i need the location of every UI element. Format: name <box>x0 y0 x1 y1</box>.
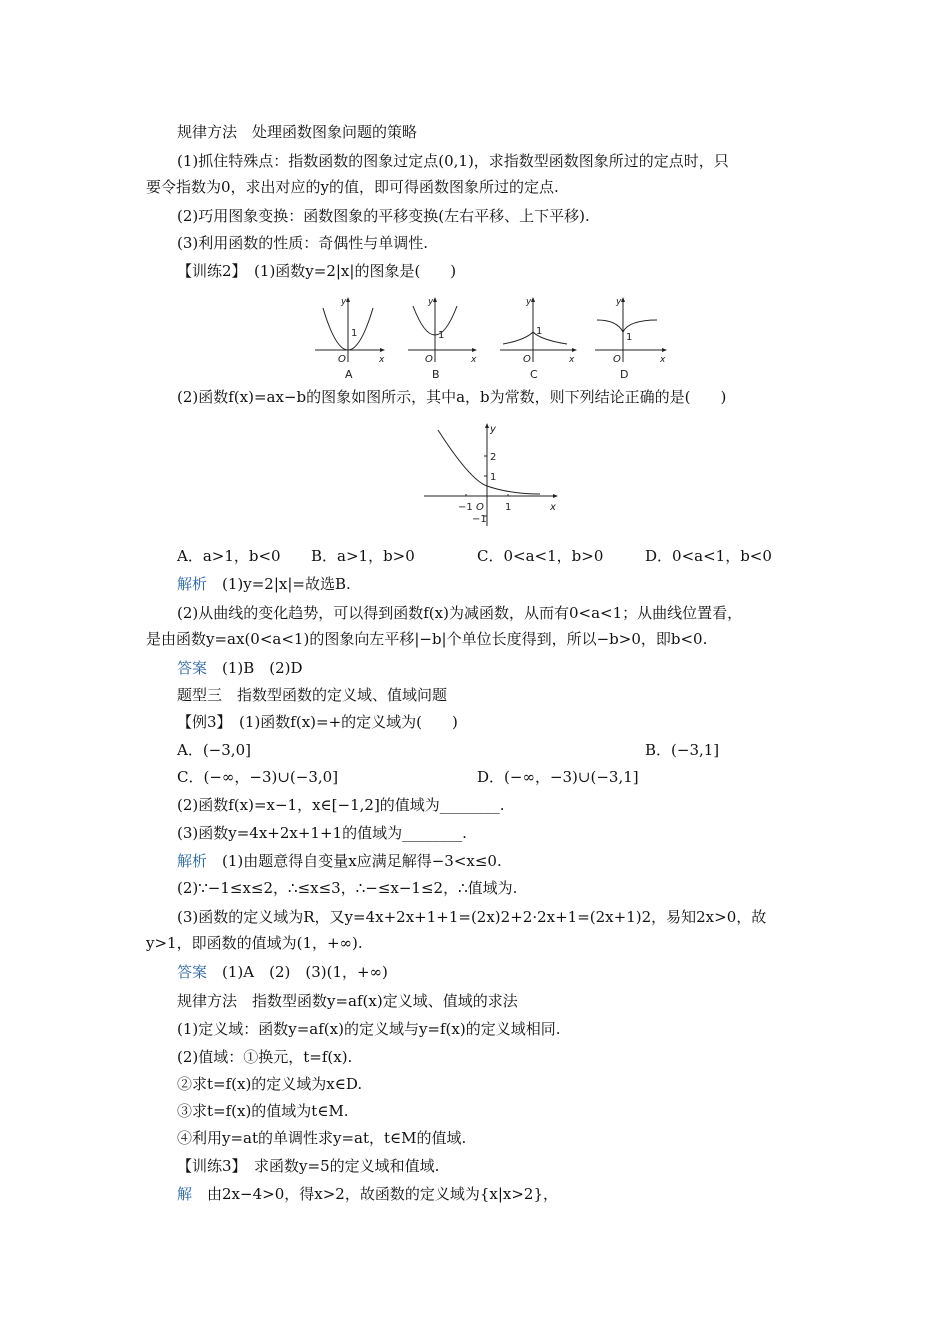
graph-c-origin: O <box>523 354 531 365</box>
graph-c-y-label: y <box>526 297 532 307</box>
graph-d-x-label: x <box>660 355 666 365</box>
graph-d-origin: O <box>613 354 621 365</box>
answer2-text: (1)B (2)D <box>207 659 303 677</box>
method-point-1a: (1)抓住特殊点：指数函数的图象过定点(0,1)，求指数型函数图象所过的定点时，只 <box>177 152 729 170</box>
graph-d-label: D <box>620 368 629 381</box>
graph-a-label: A <box>345 368 353 381</box>
training2-question-1: 【训练2】 (1)函数y=2|x|的图象是( ) <box>177 262 457 280</box>
example3-question-2: (2)函数f(x)=x−1，x∈[−1,2]的值域为________. <box>177 796 505 814</box>
training3-question: 【训练3】 求函数y=5的定义域和值域. <box>177 1157 440 1175</box>
method2-point-1: (1)定义域：函数y=af(x)的定义域与y=f(x)的定义域相同. <box>177 1020 561 1038</box>
solution3-line-4: y>1，即函数的值域为(1，+∞). <box>146 934 363 952</box>
solution2-line-1 <box>177 573 351 595</box>
example3-option-d: D．(−∞，−3)∪(−3,1] <box>477 768 639 786</box>
method2-title: 规律方法 指数型函数y=af(x)定义域、值域的求法 <box>177 992 518 1010</box>
training3-solution <box>177 1183 558 1205</box>
answer3-tag: 答案 <box>177 963 208 981</box>
method-point-2: (2)巧用图象变换：函数图象的平移变换(左右平移、上下平移). <box>177 207 590 225</box>
graph2-tick-y2: 2 <box>490 452 497 463</box>
graph-c-label: C <box>530 368 538 381</box>
example3-question-3: (3)函数y=4x+2x+1+1的值域为________. <box>177 824 467 842</box>
answer2-line <box>177 657 303 679</box>
graph-a-origin: O <box>338 354 346 365</box>
graph-b-y-label: y <box>428 297 434 307</box>
graph-a-y-label: y <box>341 297 347 307</box>
training3-solution-tag: 解 <box>177 1185 193 1203</box>
choice-b: B．a>1，b>0 <box>311 547 415 565</box>
solution3-line-3: (3)函数的定义域为R，又y=4x+2x+1+1=(2x)2+2·2x+1=(2x+1)2，易知2x>0，故 <box>177 908 767 926</box>
solution3-text-1: (1)由题意得自变量x应满足解得−3<x≤0. <box>207 852 502 870</box>
graph-b-x-label: x <box>471 355 477 365</box>
graph-c-x-label: x <box>569 355 575 365</box>
solution2-line-2: (2)从曲线的变化趋势，可以得到函数f(x)为减函数，从而有0<a<1；从曲线位置看， <box>177 604 743 622</box>
method-heading-1: 规律方法 处理函数图象问题的策略 <box>177 123 418 141</box>
graph-a-one: 1 <box>351 328 358 339</box>
graph-d-y-label: y <box>616 297 622 307</box>
method2-step-4: ④利用y=at的单调性求y=at，t∈M的值域. <box>177 1129 467 1147</box>
example3-option-c: C．(−∞，−3)∪(−3,0] <box>177 768 339 786</box>
solution3-line-1 <box>177 850 502 872</box>
method2-point-2: (2)值域：①换元，t=f(x). <box>177 1048 353 1066</box>
training2-question-2-graph <box>420 418 560 530</box>
graph2-tick-x1: 1 <box>505 502 512 513</box>
graph2-origin: O <box>476 502 484 513</box>
choice-c: C．0<a<1，b>0 <box>477 547 604 565</box>
solution2-line-3: 是由函数y=ax(0<a<1)的图象向左平移|−b|个单位长度得到，所以−b>0，即b<0. <box>146 630 708 648</box>
choice-d: D．0<a<1，b<0 <box>645 547 772 565</box>
method-point-1b: 要令指数为0，求出对应的y的值，即可得函数图象所过的定点. <box>146 178 559 196</box>
graph-a-x-label: x <box>379 355 385 365</box>
graph2-y-label: y <box>490 424 496 435</box>
choice-a: A．a>1，b<0 <box>177 547 281 565</box>
solution3-line-2: (2)∵−1≤x≤2，∴≤x≤3，∴−≤x−1≤2，∴值域为. <box>177 879 518 897</box>
solution-tag: 解析 <box>177 575 208 593</box>
method-point-3: (3)利用函数的性质：奇偶性与单调性. <box>177 234 429 252</box>
example3-question-1: 【例3】 (1)函数f(x)=+的定义域为( ) <box>177 713 458 731</box>
graph-d-one: 1 <box>626 332 633 343</box>
type3-title: 题型三 指数型函数的定义域、值域问题 <box>177 686 448 704</box>
graph2-tick-ym1: −1 <box>472 514 487 525</box>
method2-step-2: ②求t=f(x)的定义域为x∈D. <box>177 1075 363 1093</box>
graph2-tick-y1: 1 <box>490 472 497 483</box>
solution3-tag: 解析 <box>177 852 208 870</box>
solution2-text-1: (1)y=2|x|=故选B. <box>207 575 351 593</box>
graph-b-origin: O <box>425 354 433 365</box>
training3-solution-text: 由2x−4>0，得x>2，故函数的定义域为{x|x>2}， <box>192 1185 558 1203</box>
graph2-tick-xm1: −1 <box>458 502 473 513</box>
graph-c-one: 1 <box>536 326 543 337</box>
answer-tag: 答案 <box>177 659 208 677</box>
training2-option-graphs <box>305 292 685 384</box>
graph-b-label: B <box>432 368 440 381</box>
example3-option-a: A．(−3,0] <box>177 741 251 759</box>
training2-question-2: (2)函数f(x)=ax−b的图象如图所示，其中a，b为常数，则下列结论正确的是( ) <box>177 388 727 406</box>
answer3-line <box>177 961 388 983</box>
example3-option-b: B．(−3,1] <box>645 741 720 759</box>
graph-b-one: 1 <box>438 330 445 341</box>
answer3-text: (1)A (2) (3)(1，+∞) <box>207 963 388 981</box>
graph2-x-label: x <box>550 502 556 513</box>
method2-step-3: ③求t=f(x)的值域为t∈M. <box>177 1102 349 1120</box>
